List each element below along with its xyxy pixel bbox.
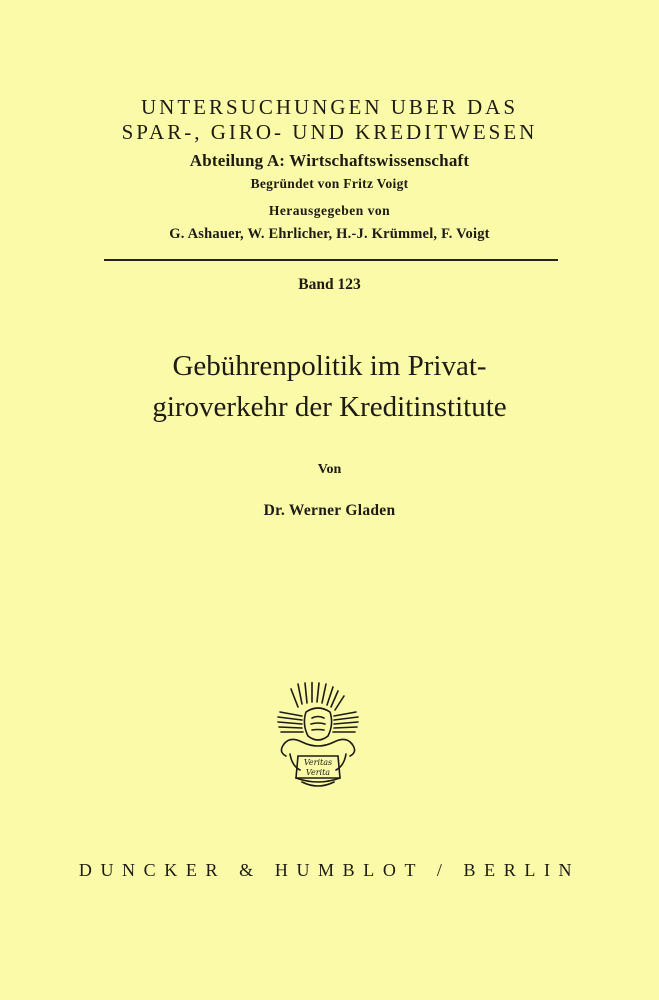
series-title-line1: UNTERSUCHUNGEN UBER DAS	[140, 95, 519, 119]
author-name: Dr. Werner Gladen	[263, 502, 396, 519]
volume-number: Band 123	[298, 276, 361, 293]
series-department: Abteilung A: Wirtschaftswissenschaft	[189, 151, 470, 170]
logo-motto-line1: Veritas	[303, 758, 333, 767]
eagle-emblem-icon	[272, 682, 364, 790]
book-title-line2: giroverkehr der Kreditinstitute	[152, 391, 507, 423]
book-title-line1: Gebührenpolitik im Privat-	[172, 350, 487, 382]
divider-rule	[104, 259, 558, 261]
series-founder: Begründet von Fritz Voigt	[250, 176, 409, 191]
logo-motto-line2: Verita	[305, 768, 331, 777]
publisher-imprint: DUNCKER & HUMBLOT / BERLIN	[78, 860, 581, 880]
series-editors: G. Ashauer, W. Ehrlicher, H.-J. Krümmel, F. Voigt	[169, 226, 490, 242]
edited-by-label: Herausgegeben von	[268, 203, 391, 218]
by-label: Von	[317, 462, 342, 477]
series-title-line2: SPAR-, GIRO- UND KREDITWESEN	[121, 120, 538, 144]
